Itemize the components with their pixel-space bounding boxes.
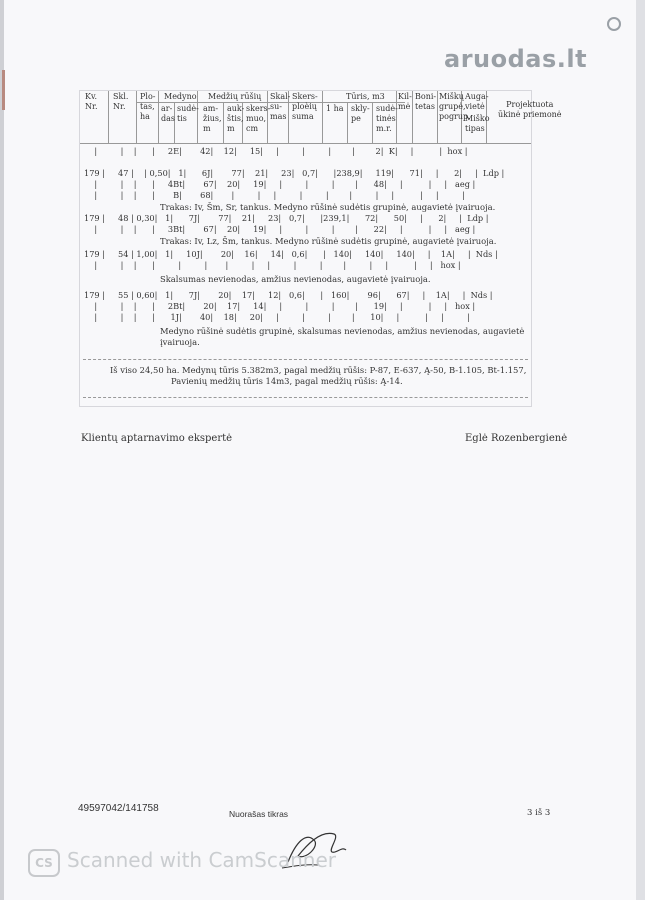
summary-single-trees: Pavienių medžių tūris 14m3, pagal medžių rūšis: Ą-14.: [171, 376, 403, 386]
page-counter: 3 iš 3: [527, 808, 551, 818]
document-number: 49597042/141758: [78, 803, 159, 814]
header-turis: Tūris, m3: [346, 92, 385, 101]
row-note: Skalsumas nevienodas, amžius nevienodas, augavietė įvairuoja.: [160, 274, 431, 284]
signer-role: Klientų aptarnavimo ekspertė: [81, 433, 233, 444]
summary-totals: Iš viso 24,50 ha. Medynų tūris 5.382m3, pagal medžių rūšis: P-87, E-637, Ą-50, B-1.105, Bt-1.157,: [110, 365, 527, 375]
header-skl: Skl. Nr.: [113, 92, 129, 111]
camscanner-watermark: Scanned with CamScanner: [67, 848, 336, 872]
header-bonitetas: Boni- tetas: [415, 92, 437, 111]
row-note: įvairuoja.: [160, 337, 200, 347]
left-edge-mark: [2, 70, 5, 110]
table-row: 179 | 48 | 0,30| 1| 7J| 77| 21| 23| 0,7| |239,1| 72| 50| | 2| | Ldp |: [84, 213, 489, 223]
table-row: | | | | B| 68| | | | | | | | | | | |: [84, 190, 465, 200]
header-misko-tipas: Miško tipas: [465, 114, 490, 133]
table-row: | | | | 2Bt| 20| 17| 14| | | | | 19| | | | hox |: [84, 301, 476, 311]
header-skalsumas: Skal- su- mas: [270, 92, 291, 121]
table-row: | | | | 4Bt| 67| 20| 19| | | | | 48| | | | aeg |: [84, 179, 476, 189]
header-amzius: am- žius, m: [203, 104, 222, 133]
header-medyno: Medyno: [164, 92, 197, 101]
certified-copy-label: Nuorašas tikras: [229, 809, 289, 819]
row-note: Medyno rūšinė sudėtis grupinė, skalsumas nevienodas, amžius nevienodas, augavietė: [160, 326, 525, 336]
dashed-separator: [83, 359, 528, 360]
header-sudetines: sudė- tinės m.r.: [376, 104, 398, 133]
header-medziu-rusiu: Medžių rūšių: [208, 92, 262, 101]
table-row: 179 | 47 | | 0,50| 1| 6J| 77| 21| 23| 0,7| |238,9| 119| 71| | 2| | Ldp |: [84, 168, 505, 178]
table-row: 179 | 54 | 1,00| 1| 10J| 20| 16| 14| 0,6| | 140| 140| 140| | 1A| | Nds |: [84, 249, 498, 259]
row-note: Trakas: Iv, Šm, Sr, tankus. Medyno rūšinė sudėtis grupinė, augavietė įvairuoja.: [160, 202, 496, 212]
header-sklype: skly- pe: [351, 104, 370, 123]
table-row: 179 | 55 | 0,60| 1| 7J| 20| 17| 12| 0,6| | 160| 96| 67| | 1A| | Nds |: [84, 290, 493, 300]
table-row: | | | | 1J| 40| 18| 20| | | | | 10| | | | |: [84, 312, 470, 322]
header-misku-grupe: Miškų grupė, pogrup.: [439, 92, 471, 121]
header-1ha: 1 ha: [326, 104, 344, 113]
table-row: | | | | | | | | | | | | | | | | hox |: [84, 260, 461, 270]
header-augaviete: Auga- vietė: [465, 92, 489, 111]
forest-inventory-table: [79, 90, 562, 407]
aruodas-watermark: aruodas.lt: [444, 45, 588, 73]
header-plotas: Plo- tas, ha: [140, 92, 156, 121]
header-sudetis: sudė- tis: [177, 104, 199, 123]
camscanner-logo-icon: CS: [28, 849, 60, 877]
header-skersmuo: skers- muo, cm: [246, 104, 271, 133]
header-kv: Kv. Nr.: [85, 92, 98, 111]
header-bottom-rule: [80, 143, 531, 144]
header-projektuota: Projektuota ūkinė priemonė: [498, 100, 562, 119]
header-kilme: Kil- mė: [398, 92, 412, 111]
watermark-logo-icon: [607, 17, 621, 31]
header-aukstis: auk- štis, m: [227, 104, 245, 133]
header-skersplociu: Skers- ploèių suma: [292, 92, 318, 121]
table-row: | | | | 2E| 42| 12| 15| | | | | 2| K| | | hox |: [84, 146, 468, 156]
signer-name: Eglė Rozenbergienė: [465, 433, 568, 444]
table-row: | | | | 3Bt| 67| 20| 19| | | | | 22| | | | aeg |: [84, 224, 476, 234]
row-note: Trakas: Iv, Lz, Šm, tankus. Medyno rūšinė sudėtis grupinė, augavietė įvairuoja.: [160, 236, 497, 246]
dashed-separator: [83, 397, 528, 398]
header-ardas: ar- das: [161, 104, 175, 123]
